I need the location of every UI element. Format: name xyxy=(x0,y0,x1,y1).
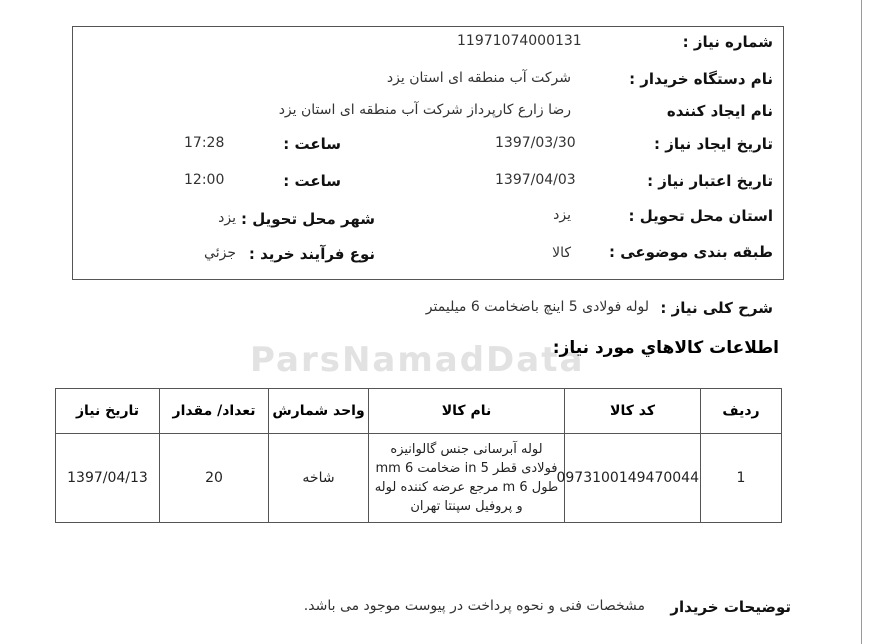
goods-table xyxy=(55,388,782,523)
need-info-box xyxy=(72,26,784,280)
goods-section-title: اطلاعات کالاهاي مورد نیاز: xyxy=(552,338,779,358)
header-item-code: کد کالا xyxy=(565,389,701,434)
valid-time-label: ساعت : xyxy=(283,172,341,190)
table-row xyxy=(56,434,782,523)
purchase-process-label: نوع فرآیند خرید : xyxy=(248,245,375,263)
creator-value: رضا زارع کارپرداز شرکت آب منطقه ای استان یزد xyxy=(278,102,571,118)
cell-item-code: 0973100149470044 xyxy=(565,434,701,523)
need-number-label: شماره نیاز : xyxy=(682,33,773,51)
category-value: کالا xyxy=(552,245,571,261)
watermark-text: ParsNamadData xyxy=(250,340,585,380)
summary-label: شرح کلی نیاز : xyxy=(660,299,773,317)
table-header-row xyxy=(56,389,782,434)
cell-row-number: 1 xyxy=(701,434,782,523)
created-date-value: 1397/03/30 xyxy=(495,135,576,151)
header-row-number: ردیف xyxy=(701,389,782,434)
cell-need-date: 1397/04/13 xyxy=(56,434,160,523)
valid-time-value: 12:00 xyxy=(184,172,225,188)
cell-quantity: 20 xyxy=(160,434,269,523)
created-date-label: تاریخ ایجاد نیاز : xyxy=(654,135,773,153)
cell-unit: شاخه xyxy=(269,434,369,523)
header-need-date: تاریخ نیاز xyxy=(56,389,160,434)
delivery-city-value: یزد xyxy=(218,210,236,226)
delivery-province-label: استان محل تحویل : xyxy=(628,207,773,225)
header-quantity: تعداد/ مقدار xyxy=(160,389,269,434)
purchase-process-value: جزئي xyxy=(204,245,236,261)
summary-value: لوله فولادی 5 اینچ باضخامت 6 میلیمتر xyxy=(425,299,649,315)
need-number-value: 11971074000131 xyxy=(457,33,582,49)
created-time-label: ساعت : xyxy=(283,135,341,153)
creator-label: نام ایجاد کننده xyxy=(666,102,773,120)
delivery-city-label: شهر محل تحویل : xyxy=(240,210,375,228)
buyer-notes-value: مشخصات فنی و نحوه پرداخت در پیوست موجود می باشد. xyxy=(303,598,645,614)
delivery-province-value: یزد xyxy=(553,207,571,223)
buyer-notes-label: توضیحات خریدار xyxy=(670,598,791,616)
cell-item-name: لوله آبرسانی جنس گالوانیزه فولادی قطر 5 in ضخامت 6 mm طول 6 m مرجع عرضه کننده لوله و پروفیل سپنتا تهران xyxy=(369,434,565,523)
created-time-value: 17:28 xyxy=(184,135,225,151)
buyer-org-value: شرکت آب منطقه ای استان یزد xyxy=(386,70,571,86)
category-label: طبقه بندی موضوعی : xyxy=(609,243,773,261)
valid-date-value: 1397/04/03 xyxy=(495,172,576,188)
valid-date-label: تاریخ اعتبار نیاز : xyxy=(647,172,773,190)
header-unit: واحد شمارش xyxy=(269,389,369,434)
buyer-org-label: نام دستگاه خریدار : xyxy=(629,70,773,88)
page-right-border xyxy=(861,0,862,644)
header-item-name: نام کالا xyxy=(369,389,565,434)
